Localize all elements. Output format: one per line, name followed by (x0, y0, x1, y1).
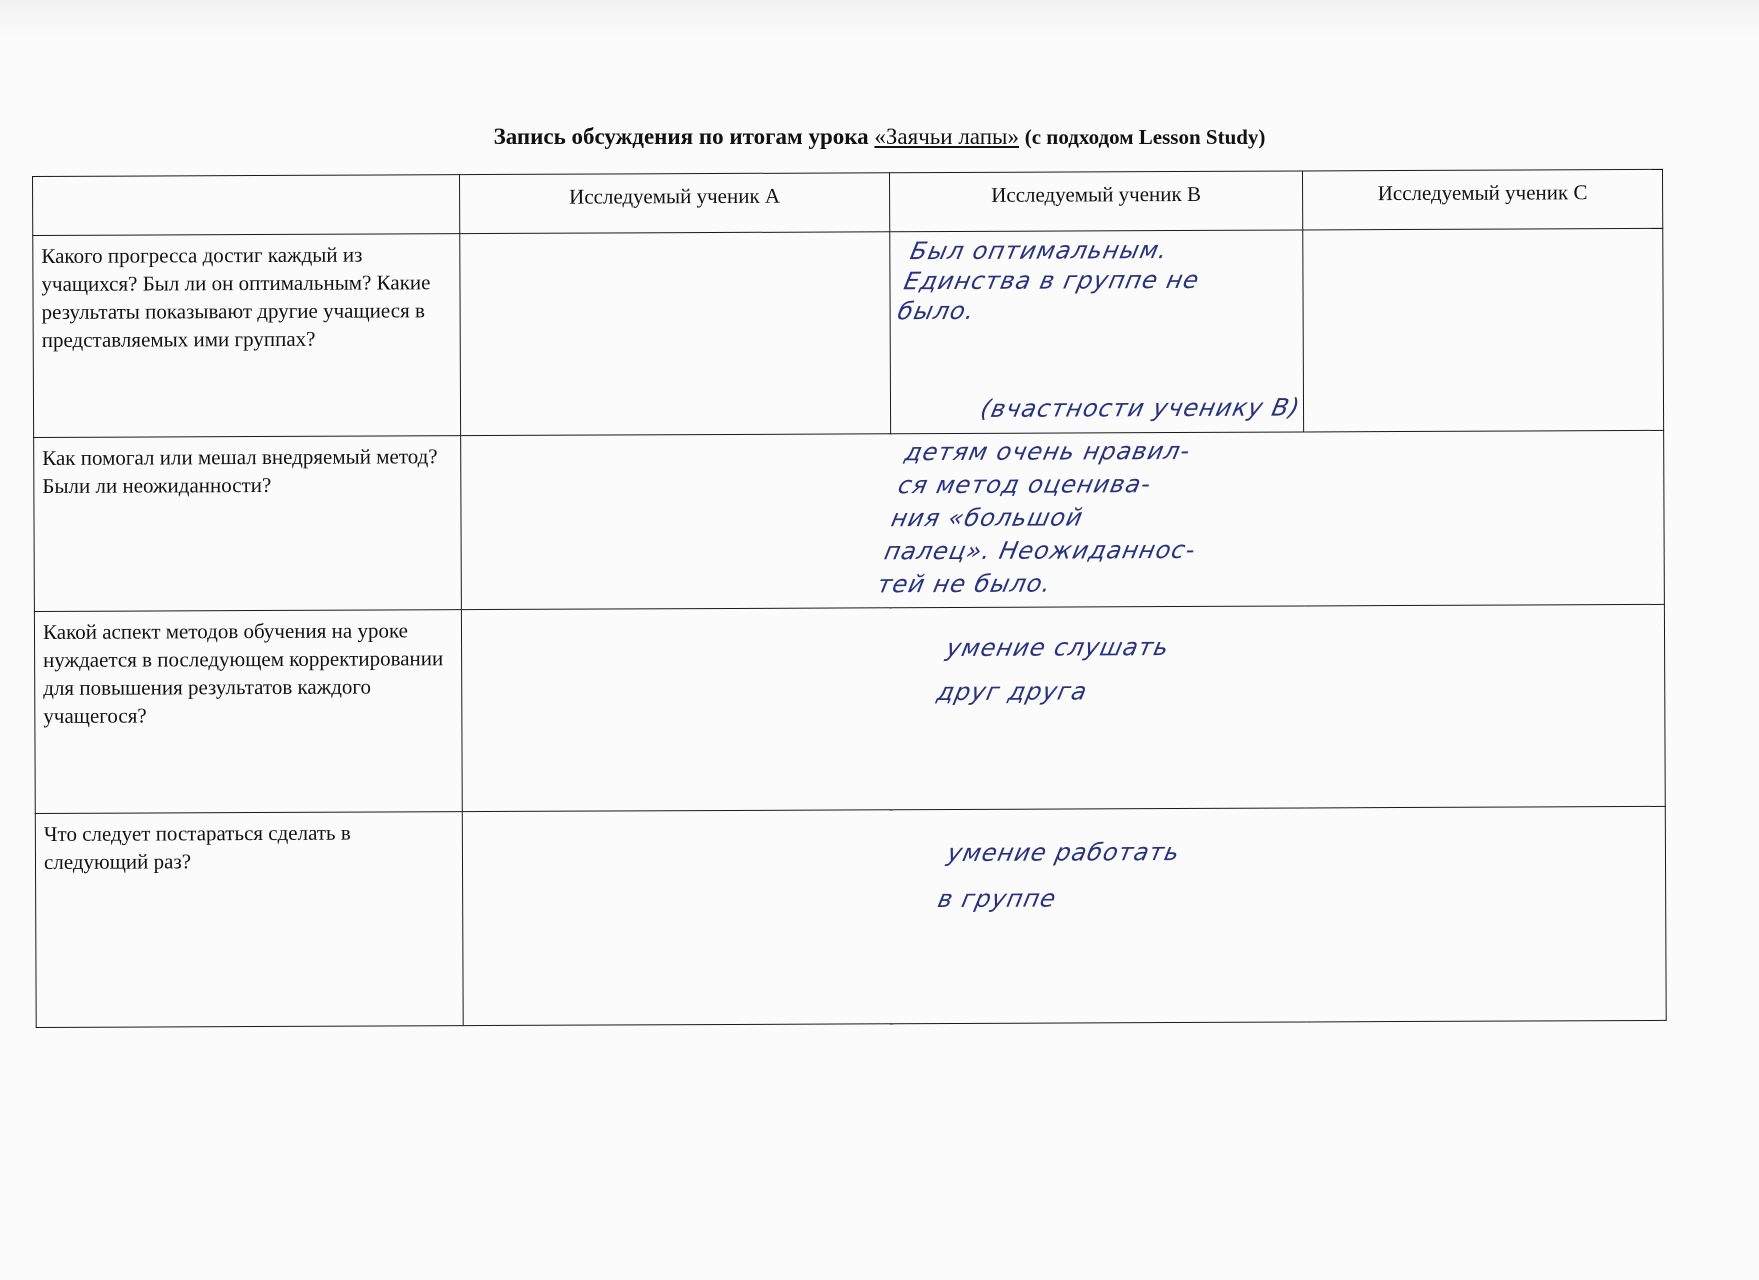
answer-cell-student-a (460, 232, 891, 436)
answer-cell-student-c (1303, 228, 1664, 432)
answer-cell-merged (461, 393, 1665, 609)
handwritten-note: детям очень нравил- ся метод оценива- ния «большой палец». Неожиданнос- тей не было. (874, 436, 1199, 599)
question-next-time: Что следует постараться сделать в следующий раз? (35, 812, 463, 1028)
header-student-a: Исследуемый ученик А (459, 173, 889, 234)
question-progress: Какого прогресса достиг каждый из учащихся? Был ли он оптимальным? Какие результаты показывают другие учащиеся в представляемых ими группах? (33, 234, 461, 438)
approach-note: (с подходом Lesson Study) (1024, 125, 1266, 149)
answer-cell-merged (462, 806, 1666, 1025)
answer-cell-merged (461, 604, 1665, 811)
discussion-table-wrapper (32, 169, 1666, 1030)
handwritten-note: умение слушать друг друга (934, 633, 1172, 707)
title-prefix: Запись обсуждения по итогам урока (493, 124, 869, 149)
handwritten-note-extra: (вчастности ученику В) (978, 393, 1303, 423)
header-empty (33, 175, 460, 236)
header-student-c: Исследуемый ученик С (1302, 169, 1662, 230)
document-title (0, 124, 1759, 150)
header-student-b: Исследуемый ученик В (889, 171, 1302, 232)
header-row (33, 169, 1663, 235)
discussion-table (32, 169, 1667, 1028)
table-row (34, 430, 1665, 611)
scan-shadow (0, 0, 1759, 40)
question-aspect: Какой аспект методов обучения на уроке нуждается в последующем корректировании для повышения результатов каждого учащегося? (34, 610, 462, 814)
handwritten-note: Был оптимальным. Единства в группе не было. (895, 236, 1203, 326)
lesson-title: «Заячьи лапы» (874, 124, 1019, 149)
handwritten-note: умение работать в группе (935, 837, 1183, 914)
question-method: Как помогал или мешал внедряемый метод? Были ли неожиданности? (34, 436, 462, 612)
table-row (33, 228, 1664, 437)
table-row (34, 604, 1665, 813)
table-row (35, 806, 1666, 1027)
